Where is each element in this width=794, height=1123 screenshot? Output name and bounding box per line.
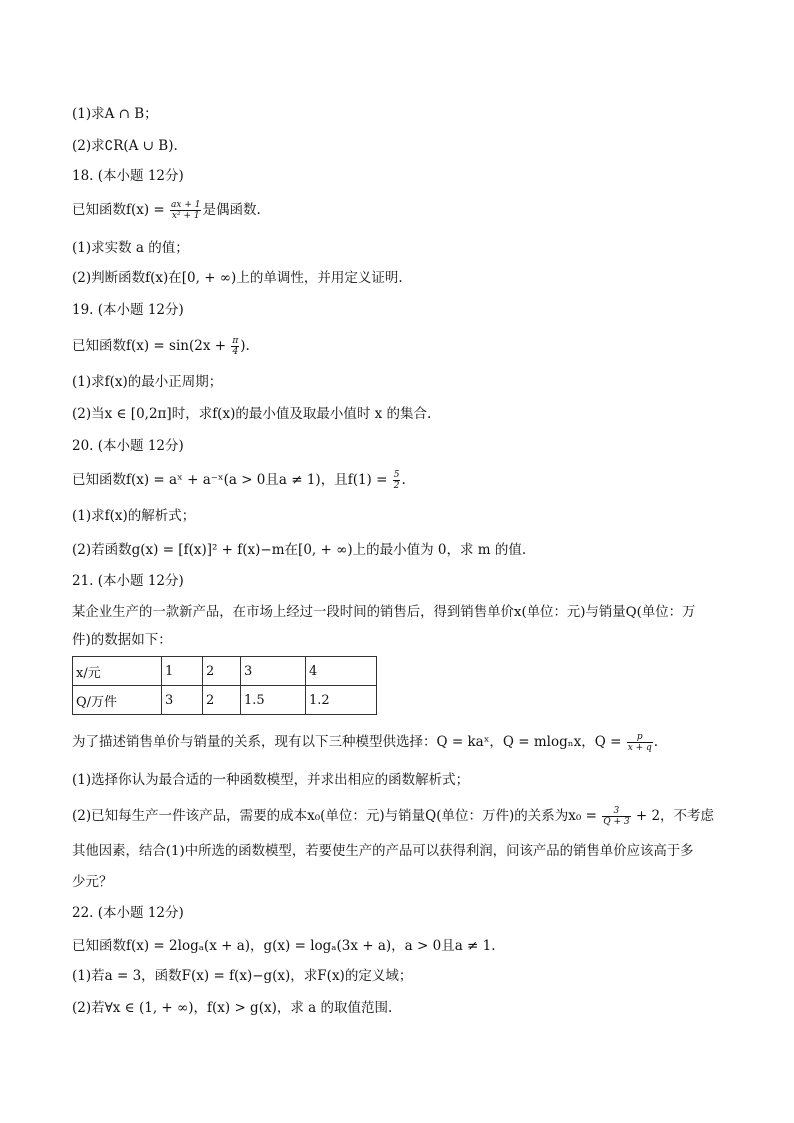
table-row [73,657,377,686]
q21-models-frac-num: p [627,732,653,743]
q20-frac-num: 5 [393,470,400,480]
q18-part2: (2)判断函数f(x)在[0, + ∞)上的单调性，并用定义证明. [72,270,403,286]
q20-stem-suffix: . [401,472,406,488]
q19-frac-den: 4 [232,347,239,357]
q18-header: 18. (本小题 12分) [72,168,184,184]
q21-part2-frac-num: 3 [602,806,630,817]
q19-stem-prefix: 已知函数f(x) = sin(2x + [72,338,231,354]
q19-frac-num: π [232,336,239,346]
q18-frac-den: x² + 1 [171,211,200,221]
q21-models [72,732,658,753]
q20-part2: (2)若函数g(x) = [f(x)]² + f(x)−m在[0, + ∞)上的最小值为 0，求 m 的值. [72,542,527,558]
q21-data-table [72,656,377,715]
q21-header: 21. (本小题 12分) [72,573,184,589]
q22-part2: (2)若∀x ∈ (1, + ∞)，f(x) > g(x)，求 a 的取值范围. [72,1000,393,1016]
q21-part2-suffix: + 2，不考虑 [631,808,715,824]
q17-part1: (1)求A ∩ B； [72,106,158,122]
q21-part2-line2: 其他因素，结合(1)中所选的函数模型，若要使生产的产品可以获得利润，问该产品的销售单价应该高于多 [72,844,694,859]
table-cell: 4 [306,657,377,686]
q21-part2-prefix: (2)已知每生产一件该产品，需要的成本x₀(单位：元)与销量Q(单位：万件)的关系为x₀ = [72,808,602,824]
table-cell: 2 [203,657,241,686]
q21-models-suffix: . [653,734,659,750]
q20-stem [72,470,406,491]
q21-part2-frac-den: Q + 3 [603,817,630,827]
table-cell: 1.2 [306,686,377,715]
q19-stem-suffix: ). [240,338,250,354]
q20-frac-den: 2 [393,481,400,491]
q22-header: 22. (本小题 12分) [72,905,184,921]
q20-fraction [393,470,401,491]
q21-stem-line2: 件)的数据如下： [72,632,172,648]
table-cell: 3 [241,657,306,686]
q19-part2: (2)当x ∈ [0,2π]时，求f(x)的最小值及取最小值时 x 的集合. [72,406,432,422]
q18-part1: (1)求实数 a 的值； [72,240,189,256]
q17-part2: (2)求∁R(A ∪ B). [72,138,178,154]
q20-stem-prefix: 已知函数f(x) = aˣ + a⁻ˣ(a > 0且a ≠ 1)，且f(1) = [72,472,392,488]
q18-fraction [170,200,201,221]
table-row [73,686,377,715]
table-cell: 3 [162,686,203,715]
q21-models-frac-den: x + q [627,743,652,753]
q18-frac-num: ax + 1 [171,200,201,210]
q19-header: 19. (本小题 12分) [72,302,184,318]
table-cell: 1 [162,657,203,686]
q21-stem-line1: 某企业生产的一款新产品，在市场上经过一段时间的销售后，得到销售单价x(单位：元)与销量Q(单位：万 [72,605,696,620]
q22-stem: 已知函数f(x) = 2logₐ(x + a)，g(x) = logₐ(3x + a)，a > 0且a ≠ 1. [72,938,496,954]
table-cell: 1.5 [241,686,306,715]
q20-part1: (1)求f(x)的解析式； [72,508,196,524]
q21-part2-line1 [72,806,714,827]
table-cell: Q/万件 [73,686,162,715]
table-cell: 2 [203,686,241,715]
table-cell: x/元 [73,657,162,686]
q21-models-prefix: 为了描述销售单价与销量的关系，现有以下三种模型供选择：Q = kaˣ，Q = mlogₙx，Q = [72,734,626,750]
q21-part2-line3: 少元？ [72,874,113,890]
q19-part1: (1)求f(x)的最小正周期； [72,374,223,390]
q21-models-fraction [627,732,653,753]
q18-stem-prefix: 已知函数f(x) = [72,202,170,218]
q20-header: 20. (本小题 12分) [72,438,184,454]
q22-part1: (1)若a = 3，函数F(x) = f(x)−g(x)，求F(x)的定义域； [72,968,413,984]
q21-part2-fraction [602,806,630,827]
q18-stem-suffix: 是偶函数. [202,202,261,218]
q21-part1: (1)选择你认为最合适的一种函数模型，并求出相应的函数解析式； [72,772,470,788]
q19-stem [72,336,250,357]
q19-fraction [231,336,239,357]
q18-stem [72,200,261,221]
